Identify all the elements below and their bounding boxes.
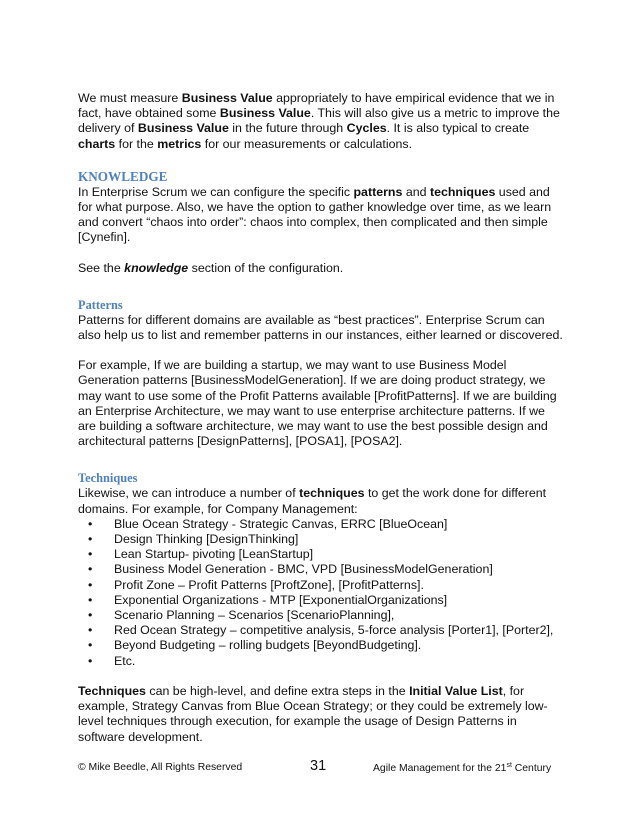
knowledge-text-3: used and for what purpose. Also, we have the option to gather knowledge over time, as we learn and convert “chaos into order”: chaos into complex, then complicated and then simple [Cynefin]. xyxy=(78,184,552,245)
knowledge-heading: KNOWLEDGE xyxy=(78,168,168,184)
page-footer xyxy=(78,758,564,778)
spacer xyxy=(78,246,564,261)
list-item xyxy=(88,532,564,547)
list-item xyxy=(88,562,564,577)
spacer xyxy=(78,669,564,684)
closing-bold-1: Techniques xyxy=(78,683,146,698)
list-item xyxy=(88,578,564,593)
bullet-icon: • xyxy=(88,653,93,668)
book-title-text: Agile Management for the 21 xyxy=(373,763,507,774)
intro-bold-4: Cycles xyxy=(346,121,387,136)
list-item xyxy=(88,623,564,638)
techniques-text-1: Likewise, we can introduce a number of xyxy=(78,486,300,501)
list-item xyxy=(88,638,564,653)
intro-text-5: . It is also typical to create xyxy=(386,121,530,136)
page-body xyxy=(78,91,564,745)
intro-text-3: . This will also give us a metric to improve the delivery of xyxy=(78,106,560,136)
intro-text-6: for the xyxy=(115,136,158,151)
intro-paragraph xyxy=(78,91,564,152)
techniques-intro-paragraph xyxy=(78,486,564,516)
list-item xyxy=(88,593,564,608)
footer-copyright: © Mike Beedle, All Rights Reserved xyxy=(78,762,243,773)
book-title-superscript: st xyxy=(506,762,512,769)
knowledge-text-1: In Enterprise Scrum we can configure the specific xyxy=(78,184,354,199)
list-item-text: Lean Startup- pivoting [LeanStartup] xyxy=(114,547,314,562)
bullet-icon: • xyxy=(88,547,93,562)
list-item-text: Profit Zone – Profit Patterns [ProftZone], [ProfitPatterns]. xyxy=(114,577,424,592)
techniques-list xyxy=(78,517,564,669)
see-knowledge-emphasis: knowledge xyxy=(124,260,189,275)
list-item xyxy=(88,547,564,562)
book-title-suffix: Century xyxy=(511,763,552,774)
intro-bold-2: Business Value xyxy=(219,106,311,121)
intro-text-4: in the future through xyxy=(228,121,347,136)
techniques-heading: Techniques xyxy=(78,471,138,486)
list-item-text: Design Thinking [DesignThinking] xyxy=(114,532,299,547)
list-item-text: Scenario Planning – Scenarios [ScenarioPlanning], xyxy=(114,608,395,623)
intro-bold-5: charts xyxy=(78,136,116,151)
patterns-paragraph-2: For example, If we are building a startup, we may want to use Business Model Generation patterns [BusinessModelGeneration]. If we are doing product strategy, we may want to use some of the Profit Patterns available [ProfitPatterns]. If we are building an Enterprise Architecture, we may want to use enterprise architecture patterns. If we are building a software architecture, we may want to use the best possible design and architectural patterns [DesignPatterns], [POSA1], [POSA2]. xyxy=(78,358,557,449)
bullet-icon: • xyxy=(88,623,93,638)
page-number: 31 xyxy=(310,758,327,774)
knowledge-text-2: and xyxy=(402,184,430,199)
list-item xyxy=(88,517,564,532)
intro-text-2: appropriately to have empirical evidence that we in fact, have obtained some xyxy=(78,91,555,121)
knowledge-paragraph xyxy=(78,185,564,246)
list-item-text: Beyond Budgeting – rolling budgets [BeyondBudgeting]. xyxy=(114,638,422,653)
list-item-text: Blue Ocean Strategy - Strategic Canvas, ERRC [BlueOcean] xyxy=(114,516,448,531)
list-item-text: Red Ocean Strategy – competitive analysis, 5-force analysis [Porter1], [Porter2], xyxy=(114,623,554,638)
intro-bold-1: Business Value xyxy=(181,91,273,105)
knowledge-bold-2: techniques xyxy=(429,184,496,199)
bullet-icon: • xyxy=(88,638,93,653)
techniques-bold-1: techniques xyxy=(299,486,365,501)
list-item-text: Business Model Generation - BMC, VPD [BusinessModelGeneration] xyxy=(114,562,493,577)
bullet-icon: • xyxy=(88,608,93,623)
see-suffix: section of the configuration. xyxy=(188,260,344,275)
intro-text-1: We must measure xyxy=(78,91,182,105)
closing-bold-2: Initial Value List xyxy=(409,683,503,698)
closing-text-2: , for example, Strategy Canvas from Blue Ocean Strategy; or they could be extremely low-level techniques through execution, for example the usage of Design Patterns in software development. xyxy=(78,683,548,744)
see-prefix: See the xyxy=(78,260,125,275)
patterns-paragraph-1: Patterns for different domains are available as “best practices”. Enterprise Scrum can also help us to list and remember patterns in our instances, either learned or discovered. xyxy=(78,312,563,343)
intro-bold-3: Business Value xyxy=(137,121,229,136)
spacer xyxy=(78,343,564,358)
list-item-text: Etc. xyxy=(114,653,136,668)
techniques-closing-paragraph xyxy=(78,684,564,745)
patterns-heading: Patterns xyxy=(78,297,123,312)
intro-bold-6: metrics xyxy=(157,136,202,151)
closing-text-1: can be high-level, and define extra steps in the xyxy=(145,683,410,698)
techniques-text-2: to get the work done for different domains. For example, for Company Management: xyxy=(78,486,547,516)
knowledge-see-paragraph xyxy=(78,261,564,276)
bullet-icon: • xyxy=(88,532,93,547)
bullet-icon: • xyxy=(88,592,93,607)
knowledge-bold-1: patterns xyxy=(353,184,403,199)
list-item-text: Exponential Organizations - MTP [ExponentialOrganizations] xyxy=(114,592,448,607)
list-item xyxy=(88,654,564,669)
list-item xyxy=(88,608,564,623)
bullet-icon: • xyxy=(88,562,93,577)
bullet-icon: • xyxy=(88,516,93,531)
footer-book-title xyxy=(373,762,551,774)
intro-text-7: for our measurements or calculations. xyxy=(201,136,413,151)
bullet-icon: • xyxy=(88,577,93,592)
